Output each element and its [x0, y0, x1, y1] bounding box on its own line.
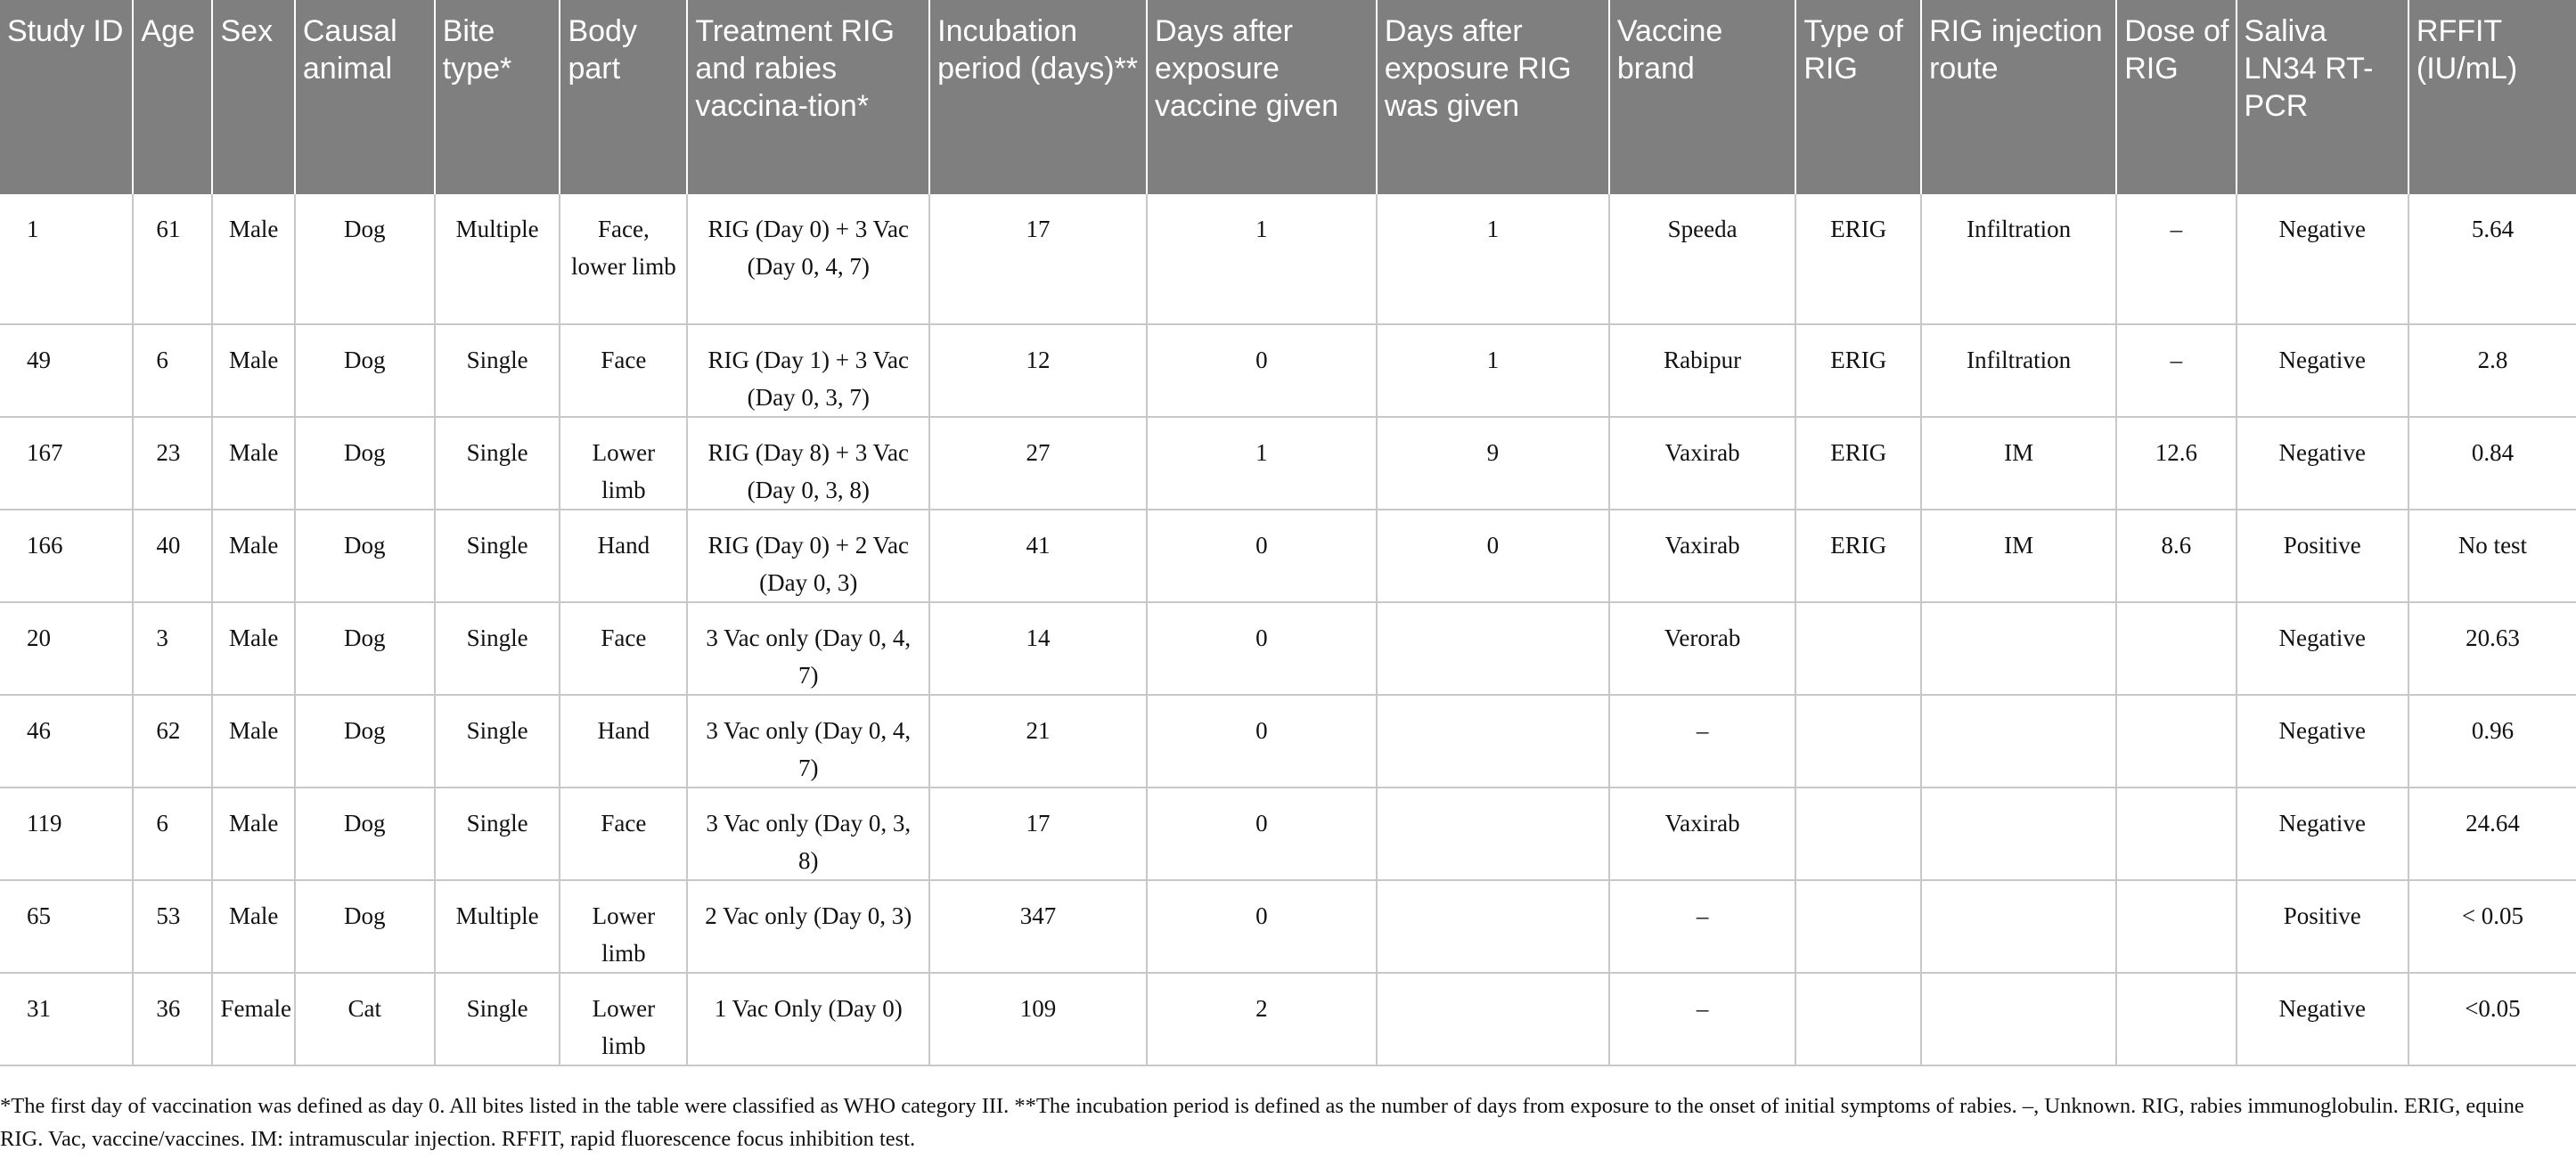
cell-rig-dose: –: [2116, 194, 2236, 324]
header-incubation-period: Incubation period (days)**: [929, 0, 1147, 194]
table-row: [0, 880, 2576, 973]
cell-vaccine-brand: Speeda: [1609, 194, 1795, 324]
cell-rffit: 24.64: [2408, 788, 2576, 880]
cell-rffit: 2.8: [2408, 324, 2576, 417]
cell-sex: Male: [212, 602, 294, 695]
cell-rig-dose: [2116, 788, 2236, 880]
cell-incubation-period: 17: [929, 194, 1147, 324]
cell-age: 3: [133, 602, 212, 695]
cell-rig-route: Infiltration: [1921, 324, 2116, 417]
table-body: [0, 194, 2576, 1065]
cell-rig-type: ERIG: [1795, 417, 1921, 510]
cell-days-rig: [1377, 695, 1609, 788]
cell-rig-type: [1795, 880, 1921, 973]
cell-rig-route: Infiltration: [1921, 194, 2116, 324]
cell-incubation-period: 12: [929, 324, 1147, 417]
cell-study-id: 20: [0, 602, 133, 695]
cell-sex: Male: [212, 695, 294, 788]
cell-treatment: RIG (Day 8) + 3 Vac (Day 0, 3, 8): [687, 417, 929, 510]
cell-rig-type: [1795, 788, 1921, 880]
cell-study-id: 31: [0, 973, 133, 1065]
cell-days-rig: [1377, 973, 1609, 1065]
cell-bite-type: Single: [435, 788, 560, 880]
cell-days-vaccine: 0: [1147, 788, 1377, 880]
cell-sex: Male: [212, 324, 294, 417]
cell-age: 40: [133, 510, 212, 602]
cell-vaccine-brand: Rabipur: [1609, 324, 1795, 417]
cell-days-vaccine: 0: [1147, 602, 1377, 695]
table-row: [0, 788, 2576, 880]
cell-treatment: 3 Vac only (Day 0, 3, 8): [687, 788, 929, 880]
cell-bite-type: Multiple: [435, 880, 560, 973]
table-row: [0, 324, 2576, 417]
cell-days-rig: 0: [1377, 510, 1609, 602]
header-body-part: Body part: [560, 0, 687, 194]
cell-causal-animal: Dog: [295, 602, 435, 695]
cell-body-part: Face: [560, 324, 687, 417]
cell-study-id: 166: [0, 510, 133, 602]
header-rig-type: Type of RIG: [1795, 0, 1921, 194]
cell-rffit: 0.96: [2408, 695, 2576, 788]
cell-age: 23: [133, 417, 212, 510]
cell-vaccine-brand: Vaxirab: [1609, 417, 1795, 510]
cell-incubation-period: 41: [929, 510, 1147, 602]
cell-days-vaccine: 2: [1147, 973, 1377, 1065]
cell-body-part: Face: [560, 602, 687, 695]
cell-rig-route: IM: [1921, 417, 2116, 510]
cell-age: 61: [133, 194, 212, 324]
cell-saliva-pcr: Negative: [2237, 324, 2408, 417]
cell-rig-dose: –: [2116, 324, 2236, 417]
cell-vaccine-brand: –: [1609, 695, 1795, 788]
cell-rig-dose: [2116, 973, 2236, 1065]
cell-body-part: Face: [560, 788, 687, 880]
cell-rig-type: [1795, 973, 1921, 1065]
header-vaccine-brand: Vaccine brand: [1609, 0, 1795, 194]
cell-vaccine-brand: Vaxirab: [1609, 788, 1795, 880]
cell-body-part: Lower limb: [560, 973, 687, 1065]
header-study-id: Study ID: [0, 0, 133, 194]
cell-bite-type: Single: [435, 417, 560, 510]
cell-rig-route: IM: [1921, 510, 2116, 602]
cell-study-id: 65: [0, 880, 133, 973]
header-row: [0, 0, 2576, 194]
cell-rig-route: [1921, 880, 2116, 973]
table-row: [0, 510, 2576, 602]
cell-saliva-pcr: Negative: [2237, 973, 2408, 1065]
cell-treatment: 2 Vac only (Day 0, 3): [687, 880, 929, 973]
cell-incubation-period: 109: [929, 973, 1147, 1065]
cell-study-id: 119: [0, 788, 133, 880]
header-rig-route: RIG injection route: [1921, 0, 2116, 194]
cell-vaccine-brand: Verorab: [1609, 602, 1795, 695]
cell-rig-route: [1921, 602, 2116, 695]
cell-treatment: 3 Vac only (Day 0, 4, 7): [687, 695, 929, 788]
cell-saliva-pcr: Positive: [2237, 880, 2408, 973]
cell-saliva-pcr: Negative: [2237, 194, 2408, 324]
cell-bite-type: Single: [435, 324, 560, 417]
header-treatment: Treatment RIG and rabies vaccina-tion*: [687, 0, 929, 194]
table-footnote: *The first day of vaccination was defined as day 0. All bites listed in the table were classified as WHO category III. **The incubation period is defined as the number of days from exposure to the onset of initial symptoms of rabies. –, Unknown. RIG, rabies immunoglobulin. ERIG, equine RIG. Vac, vaccine/vaccines. IM: intramuscular injection. RFFIT, rapid fluorescence focus inhibition test.: [0, 1094, 2524, 1151]
cell-days-vaccine: 1: [1147, 194, 1377, 324]
header-age: Age: [133, 0, 212, 194]
table-row: [0, 417, 2576, 510]
table-row: [0, 973, 2576, 1065]
cell-bite-type: Single: [435, 973, 560, 1065]
cell-causal-animal: Dog: [295, 695, 435, 788]
table-row: [0, 602, 2576, 695]
cell-days-rig: 9: [1377, 417, 1609, 510]
cell-sex: Male: [212, 788, 294, 880]
cell-sex: Male: [212, 880, 294, 973]
cell-rig-type: [1795, 602, 1921, 695]
cell-age: 36: [133, 973, 212, 1065]
header-bite-type: Bite type*: [435, 0, 560, 194]
cell-sex: Male: [212, 417, 294, 510]
cell-days-rig: 1: [1377, 194, 1609, 324]
cell-vaccine-brand: –: [1609, 880, 1795, 973]
cell-rig-route: [1921, 973, 2116, 1065]
cell-causal-animal: Dog: [295, 417, 435, 510]
cell-days-rig: [1377, 602, 1609, 695]
table-row: [0, 695, 2576, 788]
cell-causal-animal: Dog: [295, 880, 435, 973]
cell-study-id: 46: [0, 695, 133, 788]
cell-rig-dose: [2116, 602, 2236, 695]
cell-saliva-pcr: Negative: [2237, 602, 2408, 695]
cell-days-rig: [1377, 880, 1609, 973]
cell-body-part: Lower limb: [560, 880, 687, 973]
cell-bite-type: Single: [435, 510, 560, 602]
cell-sex: Female: [212, 973, 294, 1065]
cell-rffit: < 0.05: [2408, 880, 2576, 973]
cell-saliva-pcr: Positive: [2237, 510, 2408, 602]
cell-rffit: <0.05: [2408, 973, 2576, 1065]
header-sex: Sex: [212, 0, 294, 194]
cell-saliva-pcr: Negative: [2237, 788, 2408, 880]
cell-rig-type: ERIG: [1795, 510, 1921, 602]
header-rffit: RFFIT (IU/mL): [2408, 0, 2576, 194]
cell-saliva-pcr: Negative: [2237, 695, 2408, 788]
cell-vaccine-brand: Vaxirab: [1609, 510, 1795, 602]
cell-treatment: RIG (Day 0) + 2 Vac (Day 0, 3): [687, 510, 929, 602]
cell-rffit: No test: [2408, 510, 2576, 602]
cell-incubation-period: 17: [929, 788, 1147, 880]
cell-bite-type: Single: [435, 695, 560, 788]
cell-days-rig: 1: [1377, 324, 1609, 417]
cell-bite-type: Multiple: [435, 194, 560, 324]
cell-rig-route: [1921, 788, 2116, 880]
cell-days-vaccine: 0: [1147, 510, 1377, 602]
cell-causal-animal: Dog: [295, 324, 435, 417]
cell-rig-dose: 12.6: [2116, 417, 2236, 510]
cell-sex: Male: [212, 510, 294, 602]
cell-incubation-period: 347: [929, 880, 1147, 973]
cell-causal-animal: Dog: [295, 788, 435, 880]
cell-treatment: RIG (Day 0) + 3 Vac (Day 0, 4, 7): [687, 194, 929, 324]
cell-treatment: RIG (Day 1) + 3 Vac (Day 0, 3, 7): [687, 324, 929, 417]
cell-rffit: 0.84: [2408, 417, 2576, 510]
cell-rig-type: ERIG: [1795, 194, 1921, 324]
header-rig-dose: Dose of RIG: [2116, 0, 2236, 194]
cell-rig-type: [1795, 695, 1921, 788]
cell-days-vaccine: 0: [1147, 695, 1377, 788]
cell-age: 53: [133, 880, 212, 973]
cell-rig-type: ERIG: [1795, 324, 1921, 417]
table-row: [0, 194, 2576, 324]
cell-incubation-period: 27: [929, 417, 1147, 510]
cell-days-rig: [1377, 788, 1609, 880]
cell-days-vaccine: 0: [1147, 880, 1377, 973]
cell-causal-animal: Dog: [295, 510, 435, 602]
header-days-vaccine: Days after exposure vaccine given: [1147, 0, 1377, 194]
cell-saliva-pcr: Negative: [2237, 417, 2408, 510]
cell-study-id: 1: [0, 194, 133, 324]
cell-incubation-period: 21: [929, 695, 1147, 788]
cell-body-part: Hand: [560, 695, 687, 788]
cell-rig-dose: [2116, 880, 2236, 973]
cell-rffit: 5.64: [2408, 194, 2576, 324]
cell-study-id: 49: [0, 324, 133, 417]
cell-body-part: Lower limb: [560, 417, 687, 510]
cell-rig-dose: [2116, 695, 2236, 788]
cell-bite-type: Single: [435, 602, 560, 695]
cell-age: 6: [133, 788, 212, 880]
cell-rig-dose: 8.6: [2116, 510, 2236, 602]
cell-body-part: Hand: [560, 510, 687, 602]
cell-age: 6: [133, 324, 212, 417]
cell-days-vaccine: 1: [1147, 417, 1377, 510]
cell-rig-route: [1921, 695, 2116, 788]
cell-rffit: 20.63: [2408, 602, 2576, 695]
cell-causal-animal: Cat: [295, 973, 435, 1065]
header-saliva-pcr: Saliva LN34 RT-PCR: [2237, 0, 2408, 194]
cell-body-part: Face, lower limb: [560, 194, 687, 324]
header-days-rig: Days after exposure RIG was given: [1377, 0, 1609, 194]
cell-age: 62: [133, 695, 212, 788]
cell-incubation-period: 14: [929, 602, 1147, 695]
cell-vaccine-brand: –: [1609, 973, 1795, 1065]
header-causal-animal: Causal animal: [295, 0, 435, 194]
cell-study-id: 167: [0, 417, 133, 510]
cell-causal-animal: Dog: [295, 194, 435, 324]
cell-treatment: 1 Vac Only (Day 0): [687, 973, 929, 1065]
cell-sex: Male: [212, 194, 294, 324]
cell-days-vaccine: 0: [1147, 324, 1377, 417]
cell-treatment: 3 Vac only (Day 0, 4, 7): [687, 602, 929, 695]
